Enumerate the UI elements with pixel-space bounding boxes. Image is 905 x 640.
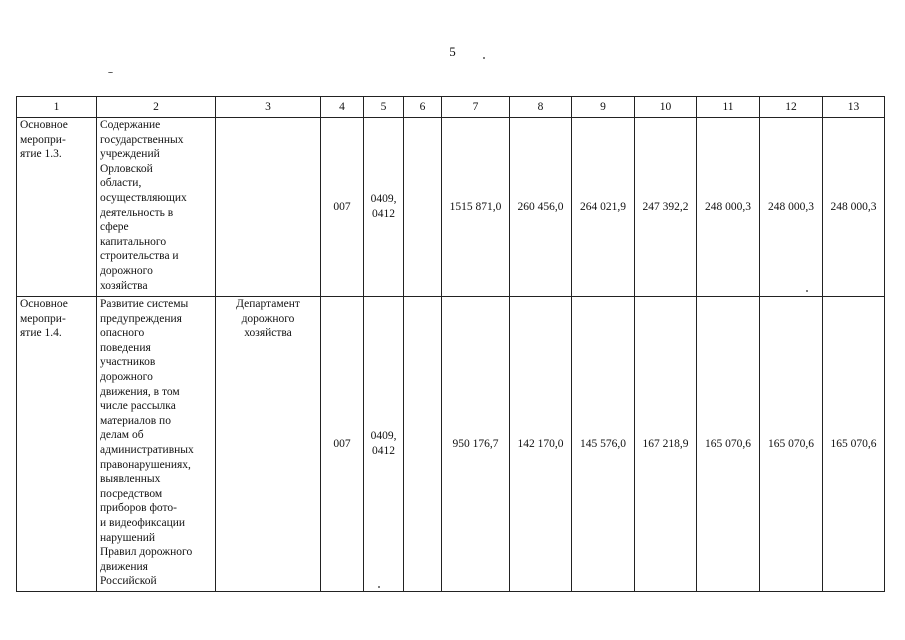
cell-text-line: Развитие системы <box>100 298 189 310</box>
cell-text-line: правонарушениях, <box>100 458 191 471</box>
cell-text-line: выявленных <box>100 473 161 486</box>
empty-cell <box>404 297 442 592</box>
cell-text-line: дорожного <box>100 370 153 383</box>
amount-cell: 950 176,7 <box>442 297 510 592</box>
amount-cell: 248 000,3 <box>697 118 760 297</box>
cell-text-line: поведения <box>100 341 151 354</box>
section-code-cell <box>364 118 404 297</box>
amount-cell: 248 000,3 <box>823 118 885 297</box>
column-header-10: 10 <box>635 97 697 118</box>
cell-text-line: меропри- <box>20 312 66 325</box>
header-row <box>17 97 885 118</box>
cell-text-line: дорожного <box>100 264 153 277</box>
amount-cell: 167 218,9 <box>635 297 697 592</box>
amount-cell: 165 070,6 <box>760 297 823 592</box>
cell-text-line: меропри- <box>20 133 66 146</box>
activity-description-cell <box>97 118 216 297</box>
column-header-1: 1 <box>17 97 97 118</box>
executor-cell <box>216 297 321 592</box>
amount-cell: 260 456,0 <box>510 118 572 297</box>
cell-text-line: Российской <box>100 575 157 588</box>
section-code-cell <box>364 297 404 592</box>
column-header-13: 13 <box>823 97 885 118</box>
column-header-4: 4 <box>321 97 364 118</box>
amount-cell: 248 000,3 <box>760 118 823 297</box>
cell-text-line: Основное <box>20 298 68 310</box>
amount-cell: 165 070,6 <box>697 297 760 592</box>
cell-text-line: и видеофиксации <box>100 516 186 529</box>
amount-cell: 142 170,0 <box>510 297 572 592</box>
cell-text-line: сфере <box>100 221 129 234</box>
cell-text-line: нарушений <box>100 531 156 544</box>
cell-text-line: материалов по <box>100 414 171 427</box>
cell-text-line: делам об <box>100 429 144 442</box>
cell-text-line: движения <box>100 560 148 573</box>
budget-table <box>16 96 885 592</box>
amount-cell: 145 576,0 <box>572 297 635 592</box>
cell-text-line: числе рассылка <box>100 400 176 413</box>
cell-text-line: движения, в том <box>100 385 180 398</box>
scan-speck <box>108 72 113 73</box>
column-header-7: 7 <box>442 97 510 118</box>
cell-text-line: Орловской <box>100 162 153 175</box>
empty-cell <box>404 118 442 297</box>
page-number: 5 <box>449 44 456 59</box>
cell-text-line: осуществляющих <box>100 191 187 204</box>
scan-speck <box>483 57 485 59</box>
cell-text-line: предупреждения <box>100 312 182 325</box>
activity-name-cell <box>17 297 97 592</box>
cell-text-line: хозяйства <box>100 279 148 292</box>
activity-name-cell <box>17 118 97 297</box>
cell-text-line: 0409, <box>370 430 397 443</box>
scan-speck <box>378 586 380 588</box>
cell-text-line: учреждений <box>100 148 160 161</box>
amount-cell: 1515 871,0 <box>442 118 510 297</box>
cell-text-line: ятие 1.3. <box>20 148 62 161</box>
table-row <box>17 118 885 297</box>
cell-text-line: 0409, <box>370 193 397 206</box>
cell-text-line: деятельность в <box>100 206 174 219</box>
cell-text-line: Основное <box>20 119 68 131</box>
cell-text-line: строительства и <box>100 250 179 263</box>
activity-description-cell <box>97 297 216 592</box>
code-cell: 007 <box>321 297 364 592</box>
cell-text-line: участников <box>100 356 156 369</box>
cell-text-line: капитального <box>100 235 167 248</box>
cell-text-line: 0412 <box>372 208 395 220</box>
cell-text-line: дорожного <box>241 312 295 325</box>
cell-text-line: приборов фото- <box>100 502 177 515</box>
executor-cell <box>216 118 321 297</box>
cell-text-line: ятие 1.4. <box>20 327 62 340</box>
amount-cell: 165 070,6 <box>823 297 885 592</box>
cell-text-line: посредством <box>100 487 163 500</box>
cell-text-line: Содержание <box>100 119 161 131</box>
code-cell: 007 <box>321 118 364 297</box>
cell-text-line: 0412 <box>372 445 395 457</box>
amount-cell: 264 021,9 <box>572 118 635 297</box>
cell-text-line: административных <box>100 443 194 456</box>
column-header-12: 12 <box>760 97 823 118</box>
cell-text-line: опасного <box>100 327 145 340</box>
cell-text-line: Департамент <box>236 298 300 310</box>
column-header-3: 3 <box>216 97 321 118</box>
scan-speck <box>806 290 808 292</box>
column-header-8: 8 <box>510 97 572 118</box>
cell-text-line: области, <box>100 177 142 190</box>
column-header-11: 11 <box>697 97 760 118</box>
column-header-2: 2 <box>97 97 216 118</box>
cell-text-line: государственных <box>100 133 184 146</box>
column-header-9: 9 <box>572 97 635 118</box>
column-header-6: 6 <box>404 97 442 118</box>
amount-cell: 247 392,2 <box>635 118 697 297</box>
cell-text-line: Правил дорожного <box>100 546 193 559</box>
cell-text-line: хозяйства <box>244 327 292 340</box>
column-header-5: 5 <box>364 97 404 118</box>
table-row <box>17 297 885 592</box>
